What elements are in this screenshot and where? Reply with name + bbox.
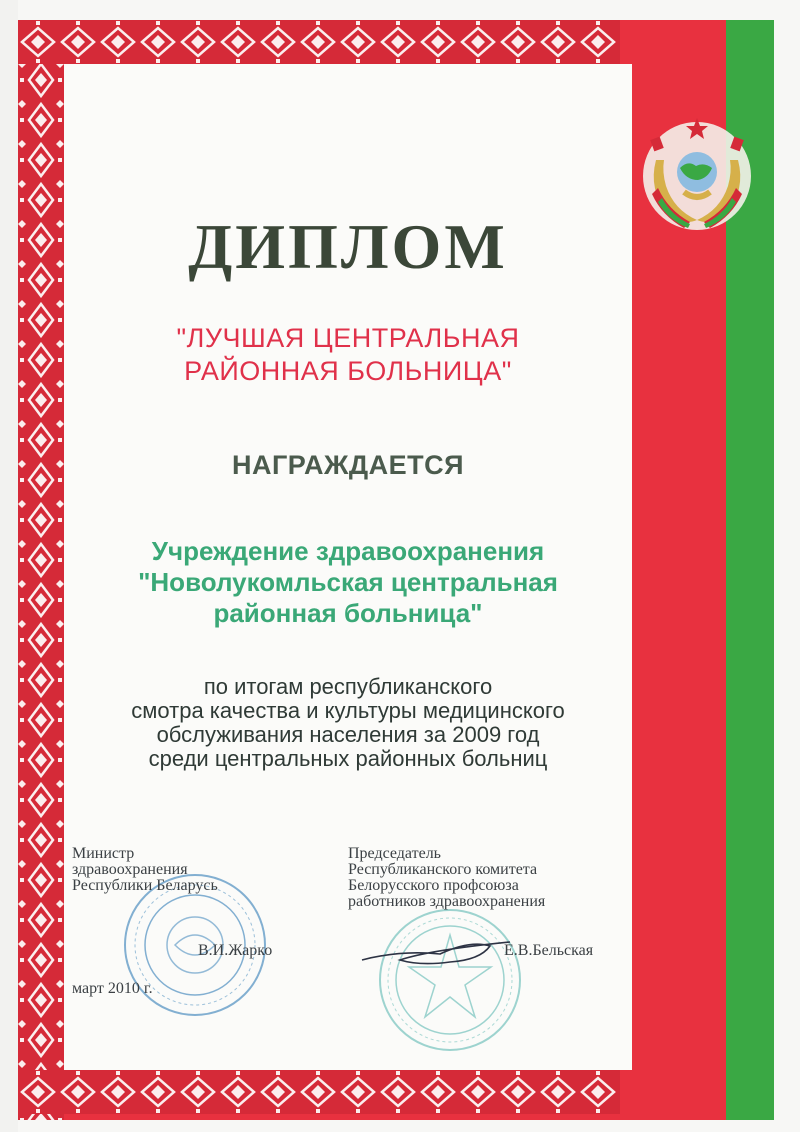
ornament-border-top (18, 20, 620, 64)
recipient-line-1: Учреждение здравоохранения (151, 536, 545, 566)
paper-edge (0, 0, 18, 1132)
issue-date: март 2010 г. (72, 980, 153, 997)
signatory-right-name: Е.В.Бельская (504, 942, 594, 959)
nomination-line-2: РАЙОННАЯ БОЛЬНИЦА" (184, 356, 512, 386)
signatory-left-name: В.И.Жарко (198, 942, 273, 959)
signatory-right-line-2: Республиканского комитета (348, 861, 538, 878)
signatory-left-line-3: Республики Беларусь (72, 877, 218, 894)
reason-line-1: по итогам республиканского (203, 674, 493, 699)
awarded-heading: НАГРАЖДАЕТСЯ (232, 450, 464, 480)
belarus-coat-of-arms-icon (638, 110, 756, 236)
signatory-right-line-1: Председатель (348, 845, 441, 862)
recipient-line-2: "Новолукомльская центральная (138, 567, 558, 597)
signatory-left-line-1: Министр (72, 845, 135, 862)
nomination-text (64, 322, 632, 388)
ornament-border-left (18, 20, 64, 1120)
reason-line-2: смотра качества и культуры медицинского (131, 698, 565, 723)
signature-scribble (360, 920, 520, 980)
reason-text (64, 675, 632, 771)
reason-line-4: среди центральных районных больниц (148, 746, 548, 771)
signatory-right-line-3: Белорусского профсоюза (348, 877, 519, 894)
recipient-text (64, 536, 632, 629)
signatory-left-line-2: здравоохранения (72, 861, 188, 878)
signatory-right (348, 846, 628, 910)
diploma-title: ДИПЛОМ (188, 211, 508, 282)
ornament-border-bottom (18, 1070, 620, 1114)
signatory-left (72, 846, 292, 894)
reason-line-3: обслуживания населения за 2009 год (156, 722, 540, 747)
recipient-line-3: районная больница" (213, 598, 483, 628)
nomination-line-1: "ЛУЧШАЯ ЦЕНТРАЛЬНАЯ (176, 323, 520, 353)
signatory-right-line-4: работников здравоохранения (348, 893, 546, 910)
